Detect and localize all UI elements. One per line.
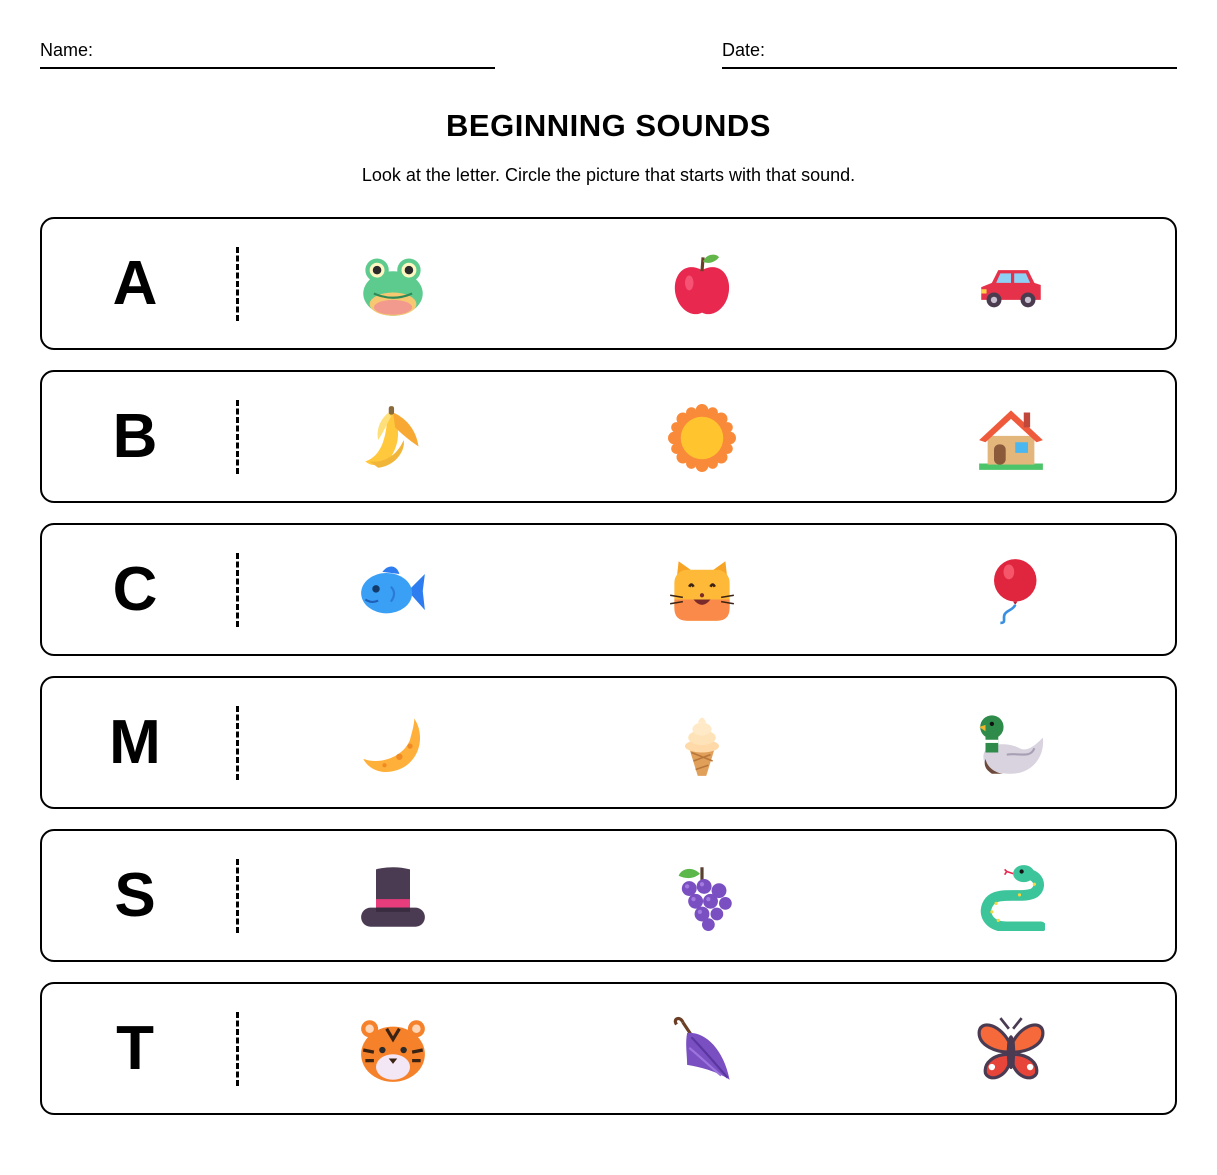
date-field[interactable] <box>722 40 1177 69</box>
dashed-divider <box>236 247 239 321</box>
dashed-divider <box>236 706 239 780</box>
house-icon[interactable] <box>977 404 1045 472</box>
row-letter: C <box>112 555 158 624</box>
butterfly-icon[interactable] <box>977 1016 1045 1084</box>
sun-icon[interactable] <box>668 404 736 472</box>
fish-icon[interactable] <box>359 557 427 625</box>
exercise-row-m <box>40 676 1177 809</box>
worksheet-instructions: Look at the letter. Circle the picture that starts with that sound. <box>361 165 856 185</box>
car-icon[interactable] <box>977 251 1045 319</box>
row-letter: T <box>116 1014 154 1083</box>
dashed-divider <box>236 553 239 627</box>
balloon-icon[interactable] <box>977 557 1045 625</box>
tiger-icon[interactable] <box>359 1016 427 1084</box>
ice-cream-icon[interactable] <box>668 710 736 778</box>
apple-icon[interactable] <box>668 251 736 319</box>
banana-icon[interactable] <box>359 404 427 472</box>
dashed-divider <box>236 1012 239 1086</box>
exercise-row-a <box>40 217 1177 350</box>
dashed-divider <box>236 859 239 933</box>
cat-icon[interactable] <box>668 557 736 625</box>
moon-icon[interactable] <box>359 710 427 778</box>
dashed-divider <box>236 400 239 474</box>
top-hat-icon[interactable] <box>359 863 427 931</box>
date-label: Date: <box>722 40 766 60</box>
name-label: Name: <box>40 40 94 60</box>
worksheet-title: BEGINNING SOUNDS <box>446 108 771 143</box>
snake-icon[interactable] <box>977 863 1045 931</box>
umbrella-icon[interactable] <box>668 1016 736 1084</box>
row-letter: M <box>109 708 161 777</box>
exercise-row-t <box>40 982 1177 1115</box>
exercise-row-c <box>40 523 1177 656</box>
name-field[interactable] <box>40 40 495 69</box>
row-letter: S <box>114 861 156 930</box>
frog-icon[interactable] <box>359 251 427 319</box>
grapes-icon[interactable] <box>668 863 736 931</box>
exercise-rows <box>40 217 1177 1135</box>
row-letter: B <box>112 402 158 471</box>
duck-icon[interactable] <box>977 710 1045 778</box>
exercise-row-s <box>40 829 1177 962</box>
row-letter: A <box>112 249 158 318</box>
exercise-row-b <box>40 370 1177 503</box>
